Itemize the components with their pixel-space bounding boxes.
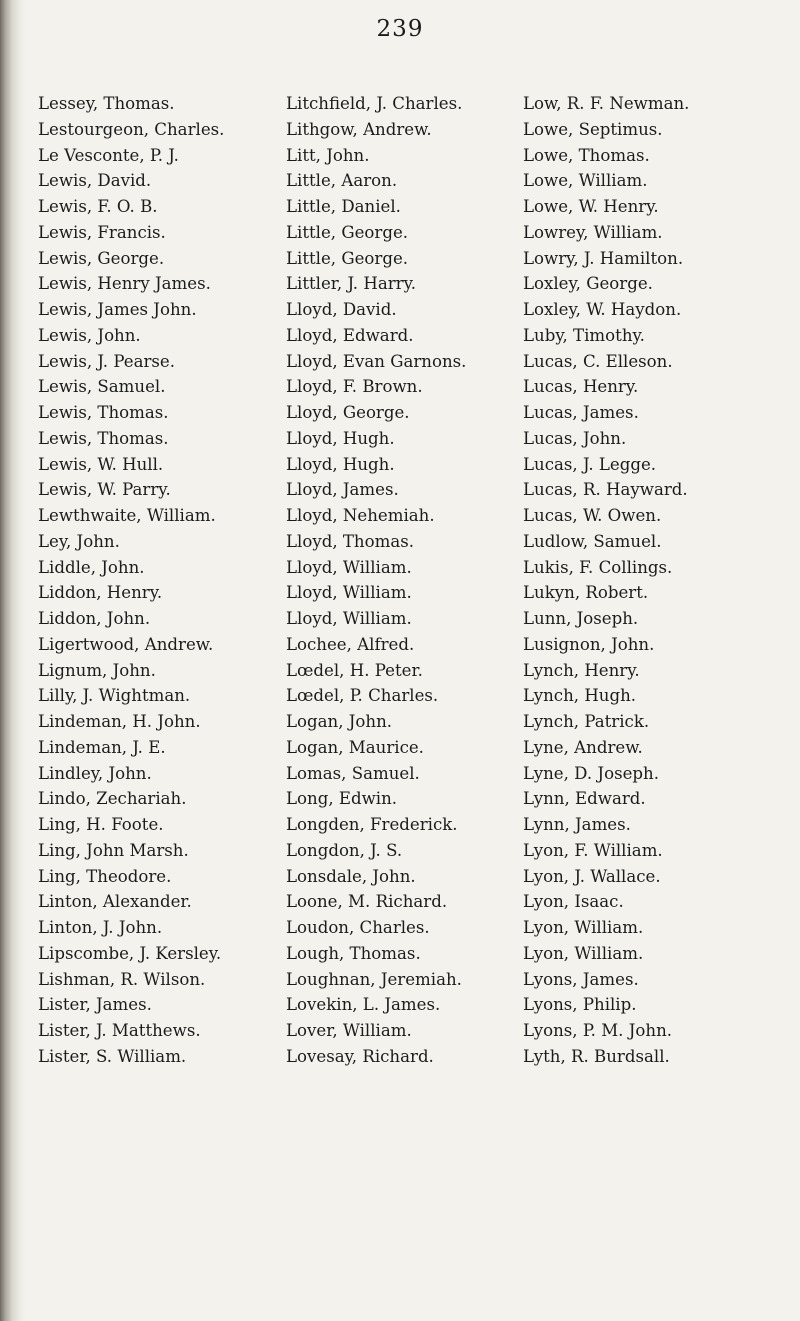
name-entry: Lyons, James. [523,969,639,989]
name-entry: Logan, John. [286,712,393,731]
name-entry: Lynch, Henry. [523,660,640,680]
name-entry: Lowe, W. Henry. [523,197,659,216]
name-entry: Lyne, D. Joseph. [523,763,659,783]
name-entry: Lucas, Henry. [523,377,639,397]
name-entry: Lithgow, Andrew. [286,119,432,139]
name-entry: Lowe, Septimus. [523,119,663,139]
name-entry: Lough, Thomas. [286,943,421,963]
name-entry: Lovesay, Richard. [286,1046,434,1066]
name-entry: Lewthwaite, William. [38,506,216,525]
name-entry: Lucas, James. [523,403,639,422]
name-entry: Lipscombe, J. Kersley. [38,943,222,963]
name-entry: Lovekin, L. James. [286,995,441,1015]
name-entry: Lewis, Henry James. [38,274,211,294]
name-entry: Lynn, James. [523,815,631,834]
name-entry: Lucas, C. Elleson. [523,351,673,371]
name-entry: Liddon, Henry. [38,583,163,603]
name-entry: Lewis, Francis. [38,222,166,242]
name-entry: Lindley, John. [38,763,152,783]
name-entry: Liddon, John. [38,609,151,628]
name-entry: Lunn, Joseph. [523,609,639,628]
page-binding-edge [0,0,26,1321]
name-entry: Lyon, William. [523,918,644,937]
name-entry: Ling, Theodore. [38,866,172,886]
name-entry: Lloyd, Edward. [286,325,414,345]
name-entry: Lewis, John. [38,325,141,345]
page-number: 239 [376,16,424,42]
name-entry: Lister, James. [38,995,152,1015]
name-entry: Linton, Alexander. [38,892,192,912]
name-entry: Lœdel, H. Peter. [286,660,423,680]
name-entry: Lewis, W. Parry. [38,480,171,500]
name-entry: Lewis, F. O. B. [38,197,158,216]
name-column-3 [523,91,689,1070]
name-entry: Longden, Frederick. [286,815,458,834]
name-entry: Lilly, J. Wightman. [38,686,191,706]
name-entry: Lloyd, Hugh. [286,454,395,474]
name-entry: Lister, J. Matthews. [38,1021,201,1040]
name-entry: Litt, John. [286,145,370,165]
name-entry: Lœdel, P. Charles. [286,686,439,706]
name-entry: Loudon, Charles. [286,918,430,937]
name-entry: Lucas, John. [523,428,627,448]
name-entry: Lyon, William. [523,943,644,963]
name-entry: Lloyd, F. Brown. [286,377,423,397]
name-entry: Lister, S. William. [38,1046,187,1066]
name-entry: Ley, John. [38,531,120,551]
name-entry: Lochee, Alfred. [286,634,415,654]
name-entry: Luby, Timothy. [523,325,645,345]
name-entry: Lyth, R. Burdsall. [523,1046,670,1066]
name-entry: Lloyd, Nehemiah. [286,506,435,525]
name-entry: Lessey, Thomas. [38,94,175,113]
name-entry: Liddle, John. [38,557,145,577]
name-entry: Lyons, P. M. John. [523,1021,673,1040]
name-entry: Lowe, Thomas. [523,145,650,165]
name-entry: Lindeman, H. John. [38,712,201,731]
name-entry: Low, R. F. Newman. [523,94,690,113]
name-entry: Lewis, J. Pearse. [38,351,176,371]
name-entry: Little, Aaron. [286,171,398,191]
name-entry: Lloyd, George. [286,403,410,422]
name-entry: Lindeman, J. E. [38,737,166,757]
name-entry: Lucas, W. Owen. [523,506,662,525]
name-entry: Lloyd, Thomas. [286,531,415,551]
name-entry: Lloyd, Hugh. [286,428,395,448]
name-entry: Lusignon, John. [523,634,655,654]
name-entry: Lloyd, William. [286,609,412,628]
name-entry: Lewis, W. Hull. [38,454,164,474]
name-entry: Lynch, Hugh. [523,686,637,706]
name-entry: Lucas, J. Legge. [523,454,657,474]
name-entry: Lowry, J. Hamilton. [523,248,684,268]
name-entry: Lowe, William. [523,171,648,191]
name-entry: Le Vesconte, P. J. [38,145,179,165]
name-entry: Lewis, Thomas. [38,403,169,422]
name-entry: Lukyn, Robert. [523,583,649,603]
name-entry: Lomas, Samuel. [286,763,420,783]
name-entry: Lynch, Patrick. [523,712,650,731]
name-entry: Loxley, George. [523,274,653,294]
name-entry: Lignum, John. [38,660,156,680]
name-entry: Longdon, J. S. [286,840,403,860]
name-entry: Lover, William. [286,1021,412,1040]
name-entry: Lyon, J. Wallace. [523,866,661,886]
name-entry: Linton, J. John. [38,918,163,937]
name-column-1 [38,91,224,1070]
name-entry: Ludlow, Samuel. [523,531,662,551]
name-entry: Lindo, Zechariah. [38,789,187,809]
name-entry: Little, Daniel. [286,197,401,216]
name-entry: Lyon, F. William. [523,840,663,860]
name-entry: Littler, J. Harry. [286,274,417,294]
name-entry: Little, George. [286,248,409,268]
name-entry: Lestourgeon, Charles. [38,119,225,139]
name-entry: Lewis, James John. [38,300,197,319]
name-entry: Lewis, Samuel. [38,377,166,397]
name-entry: Lyne, Andrew. [523,737,643,757]
name-entry: Lukis, F. Collings. [523,557,673,577]
name-entry: Lyons, Philip. [523,995,637,1015]
name-entry: Loone, M. Richard. [286,892,448,912]
name-entry: Lewis, George. [38,248,165,268]
name-entry: Lynn, Edward. [523,789,646,809]
name-entry: Lonsdale, John. [286,866,416,886]
name-entry: Lishman, R. Wilson. [38,969,206,989]
name-entry: Lloyd, William. [286,583,412,603]
name-entry: Lloyd, James. [286,480,399,500]
name-entry: Lyon, Isaac. [523,892,624,912]
name-column-2 [286,91,466,1070]
name-entry: Logan, Maurice. [286,737,424,757]
name-entry: Lloyd, Evan Garnons. [286,351,467,371]
name-entry: Lowrey, William. [523,222,663,242]
name-entry: Lewis, Thomas. [38,428,169,448]
name-entry: Loxley, W. Haydon. [523,300,682,319]
name-entry: Lewis, David. [38,171,152,191]
name-entry: Ligertwood, Andrew. [38,634,214,654]
name-entry: Lucas, R. Hayward. [523,480,688,500]
name-entry: Ling, H. Foote. [38,815,164,834]
name-entry: Litchfield, J. Charles. [286,94,463,113]
name-entry: Lloyd, David. [286,300,397,319]
name-entry: Long, Edwin. [286,789,398,809]
name-entry: Loughnan, Jeremiah. [286,969,462,989]
name-entry: Lloyd, William. [286,557,412,577]
name-entry: Ling, John Marsh. [38,840,189,860]
name-entry: Little, George. [286,222,409,242]
